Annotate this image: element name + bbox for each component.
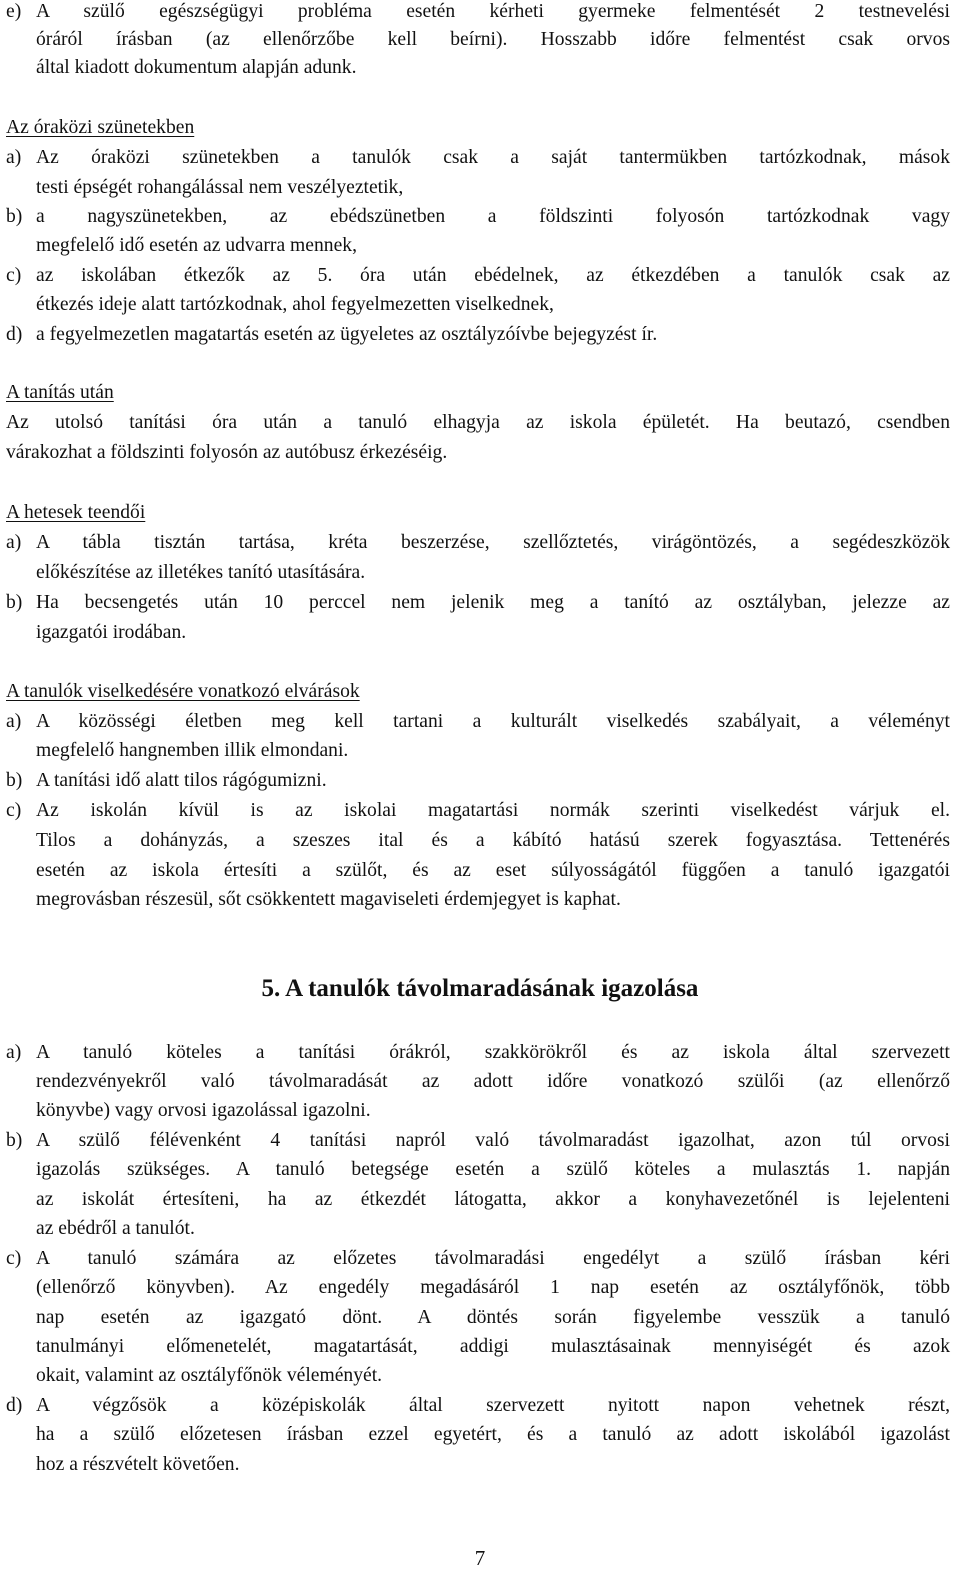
item-label: c) [6, 1248, 22, 1269]
paragraph-line: megrovásban részesül, sőt csökkentett magaviseleti érdemjegyet is kaphat. [36, 889, 621, 910]
item-label: b) [6, 1130, 23, 1151]
paragraph-line: A tanuló köteles a tanítási órákról, szakkörökről és az iskola által szervezett [36, 1042, 950, 1063]
paragraph-line: rendezvényekről való távolmaradását az adott időre vonatkozó szülői (az ellenőrző [36, 1071, 950, 1092]
paragraph-line: esetén az iskola értesíti a szülőt, és az eset súlyosságától függően a tanuló igazgatói [36, 860, 950, 881]
paragraph-line: A tanítási idő alatt tilos rágógumizni. [36, 770, 327, 791]
paragraph-line: a fegyelmezetlen magatartás esetén az ügyeletes az osztályzóívbe bejegyzést ír. [36, 324, 658, 345]
paragraph-line: igazolás szükséges. A tanuló betegsége esetén a szülő köteles a mulasztás 1. napján [36, 1159, 950, 1180]
item-label: d) [6, 1395, 23, 1416]
page-number: 7 [474, 1546, 486, 1570]
paragraph-line: étkezés ideje alatt tartózkodnak, ahol fegyelmezetten viselkednek, [36, 294, 554, 315]
paragraph-line: óráról írásban (az ellenőrzőbe kell beírni). Hosszabb időre felmentést csak orvos [36, 29, 950, 50]
paragraph-line: A szülő félévenként 4 tanítási napról való távolmaradást igazolhat, azon túl orvosi [36, 1130, 950, 1151]
item-label: e) [6, 1, 22, 22]
item-label: a) [6, 711, 22, 732]
paragraph-line: Ha becsengetés után 10 perccel nem jelenik meg a tanító az osztályban, jelezze az [36, 592, 950, 613]
paragraph-line: könyvbe) vagy orvosi igazolással igazolni. [36, 1100, 371, 1121]
item-label: a) [6, 532, 22, 553]
paragraph-line: hoz a részvételt követően. [36, 1454, 240, 1475]
paragraph-line: A tanuló számára az előzetes távolmaradási engedélyt a szülő írásban kéri [36, 1248, 950, 1269]
paragraph-line: ha a szülő előzetesen írásban ezzel egyetért, és a tanuló az adott iskolából igazolást [36, 1424, 950, 1445]
paragraph-line: A közösségi életben meg kell tartani a kulturált viselkedés szabályait, a véleményt [36, 711, 950, 732]
paragraph-line: Tilos a dohányzás, a szeszes ital és a kábító hatású szerek fogyasztása. Tettenérés [36, 830, 950, 851]
item-label: b) [6, 770, 23, 791]
paragraph-line: Az óraközi szünetekben a tanulók csak a saját tantermükben tartózkodnak, mások [36, 147, 950, 168]
paragraph-line: az iskolában étkezők az 5. óra után ebédelnek, az étkezdében a tanulók csak az [36, 265, 950, 286]
paragraph-line: testi épségét rohangálással nem veszélyeztetik, [36, 177, 404, 198]
paragraph-line: az ebédről a tanulót. [36, 1218, 195, 1239]
paragraph-line: A tábla tisztán tartása, kréta beszerzése, szellőztetés, virágöntözés, a segédeszközök [36, 532, 950, 553]
paragraph-line: okait, valamint az osztályfőnök véleményét. [36, 1365, 383, 1386]
item-label: d) [6, 324, 23, 345]
paragraph-line: által kiadott dokumentum alapján adunk. [36, 57, 357, 78]
item-label: a) [6, 147, 22, 168]
paragraph-line: Az iskolán kívül is az iskolai magatartási normák szerinti viselkedést várjuk el. [36, 800, 950, 821]
paragraph-line: nap esetén az igazgató dönt. A döntés során figyelembe vesszük a tanuló [36, 1307, 950, 1328]
paragraph-line: a nagyszünetekben, az ebédszünetben a földszinti folyosón tartózkodnak vagy [36, 206, 950, 227]
chapter-title: 5. A tanulók távolmaradásának igazolása [261, 975, 699, 1002]
paragraph-line: megfelelő idő esetén az udvarra mennek, [36, 235, 357, 256]
paragraph-line: előkészítése az illetékes tanító utasítására. [36, 562, 366, 583]
paragraph-line: megfelelő hangnemben illik elmondani. [36, 740, 349, 761]
paragraph-line: Az utolsó tanítási óra után a tanuló elhagyja az iskola épületét. Ha beutazó, csendben [6, 412, 950, 433]
item-label: a) [6, 1042, 22, 1063]
section-heading: A tanítás után [6, 382, 114, 403]
item-label: b) [6, 592, 23, 613]
paragraph-line: tanulmányi előmenetelét, magatartását, addigi mulasztásainak mennyiségét és azok [36, 1336, 950, 1357]
paragraph-line: (ellenőrző könyvben). Az engedély megadásáról 1 nap esetén az osztályfőnök, több [36, 1277, 950, 1298]
section-heading: A hetesek teendői [6, 502, 146, 523]
paragraph-line: várakozhat a földszinti folyosón az autóbusz érkezéséig. [6, 442, 448, 463]
paragraph-line: igazgatói irodában. [36, 622, 187, 643]
paragraph-line: A szülő egészségügyi probléma esetén kérheti gyermeke felmentését 2 testnevelési [36, 1, 950, 22]
section-heading: A tanulók viselkedésére vonatkozó elvárások [6, 681, 360, 702]
item-label: c) [6, 265, 22, 286]
item-label: b) [6, 206, 23, 227]
paragraph-line: az iskolát értesíteni, ha az étkezdét látogatta, akkor a konyhavezetőnél is lejelenteni [36, 1189, 950, 1210]
paragraph-line: A végzősök a középiskolák által szervezett nyitott napon vehetnek részt, [36, 1395, 950, 1416]
section-heading: Az óraközi szünetekben [6, 117, 195, 138]
item-label: c) [6, 800, 22, 821]
